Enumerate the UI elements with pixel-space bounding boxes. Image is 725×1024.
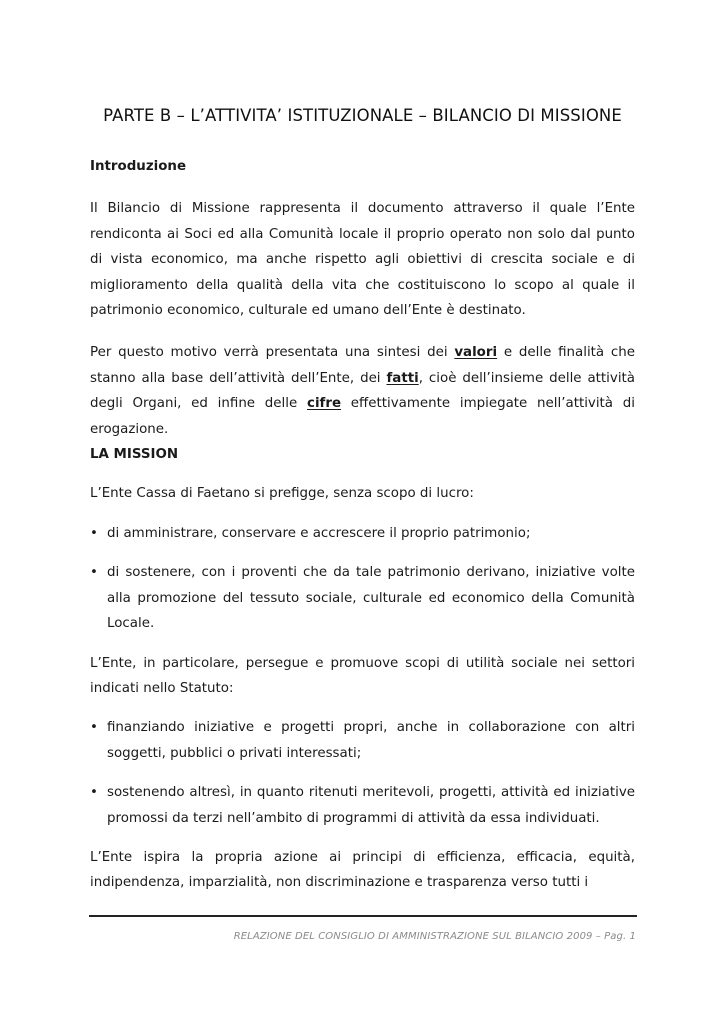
paragraph-mission-intro: L’Ente Cassa di Faetano si prefigge, senza scopo di lucro: [90, 486, 474, 502]
paragraph-text: Per questo motivo verrà presentata una sintesi dei [90, 345, 455, 361]
paragraph-sintesi [90, 340, 635, 442]
list-item-text: di amministrare, conservare e accrescere il proprio patrimonio; [107, 525, 531, 541]
paragraph-text: effettivamente impiegate nell’attività di erogazione. [90, 396, 635, 437]
list-item [90, 715, 635, 766]
list-item-text: sostenendo altresì, in quanto ritenuti meritevoli, progetti, attività ed iniziative promossi da terzi nell’ambito di programmi di attività da essa individuati. [107, 785, 635, 826]
paragraph-bilancio-missione: Il Bilancio di Missione rappresenta il documento attraverso il quale l’Ente rendiconta ai Soci ed alla Comunità locale il proprio operato non solo dal punto di vista economico, ma anche rispetto agli obiettivi di crescita sociale e di miglioramento della qualità della vita che costituiscono lo scopo al quale il patrimonio economico, culturale ed umano dell’Ente è destinato. [90, 201, 635, 319]
bullet-icon: • [90, 785, 98, 801]
document-body [90, 148, 635, 896]
list-item [90, 560, 635, 636]
paragraph-principi: L’Ente ispira la propria azione ai principi di efficienza, efficacia, equità, indipendenza, imparzialità, non discriminazione e trasparenza verso tutti i [90, 849, 635, 891]
bullet-icon: • [90, 565, 98, 581]
keyword-fatti: fatti [386, 370, 419, 386]
page-footer: RELAZIONE DEL CONSIGLIO DI AMMINISTRAZIONE SUL BILANCIO 2009 – Pag. 1 [233, 931, 636, 942]
bullet-list-settori [90, 715, 635, 831]
list-item [90, 780, 635, 831]
section-heading-introduzione: Introduzione [90, 159, 187, 174]
list-item [90, 521, 635, 546]
bullet-icon: • [90, 525, 98, 541]
bullet-icon: • [90, 720, 98, 736]
page-title: PARTE B – L’ATTIVITA’ ISTITUZIONALE – BILANCIO DI MISSIONE [103, 106, 622, 125]
keyword-valori: valori [454, 345, 498, 361]
bullet-list-mission [90, 521, 635, 637]
paragraph-text: , cioè dell’insieme delle attività degli Organi, ed infine delle [90, 370, 635, 412]
footer-divider [89, 915, 637, 917]
paragraph-scopi: L’Ente, in particolare, persegue e promuove scopi di utilità sociale nei settori indicati nello Statuto: [90, 655, 635, 696]
keyword-cifre: cifre [307, 396, 342, 412]
list-item-text: di sostenere, con i proventi che da tale patrimonio derivano, iniziative volte alla promozione del tessuto sociale, culturale ed economico della Comunità Locale. [107, 565, 635, 632]
section-heading-mission: LA MISSION [90, 447, 179, 463]
list-item-text: finanziando iniziative e progetti propri, anche in collaborazione con altri soggetti, pubblici o privati interessati; [107, 720, 635, 761]
paragraph-text: e delle finalità che stanno alla base dell’attività dell’Ente, dei [90, 345, 635, 386]
